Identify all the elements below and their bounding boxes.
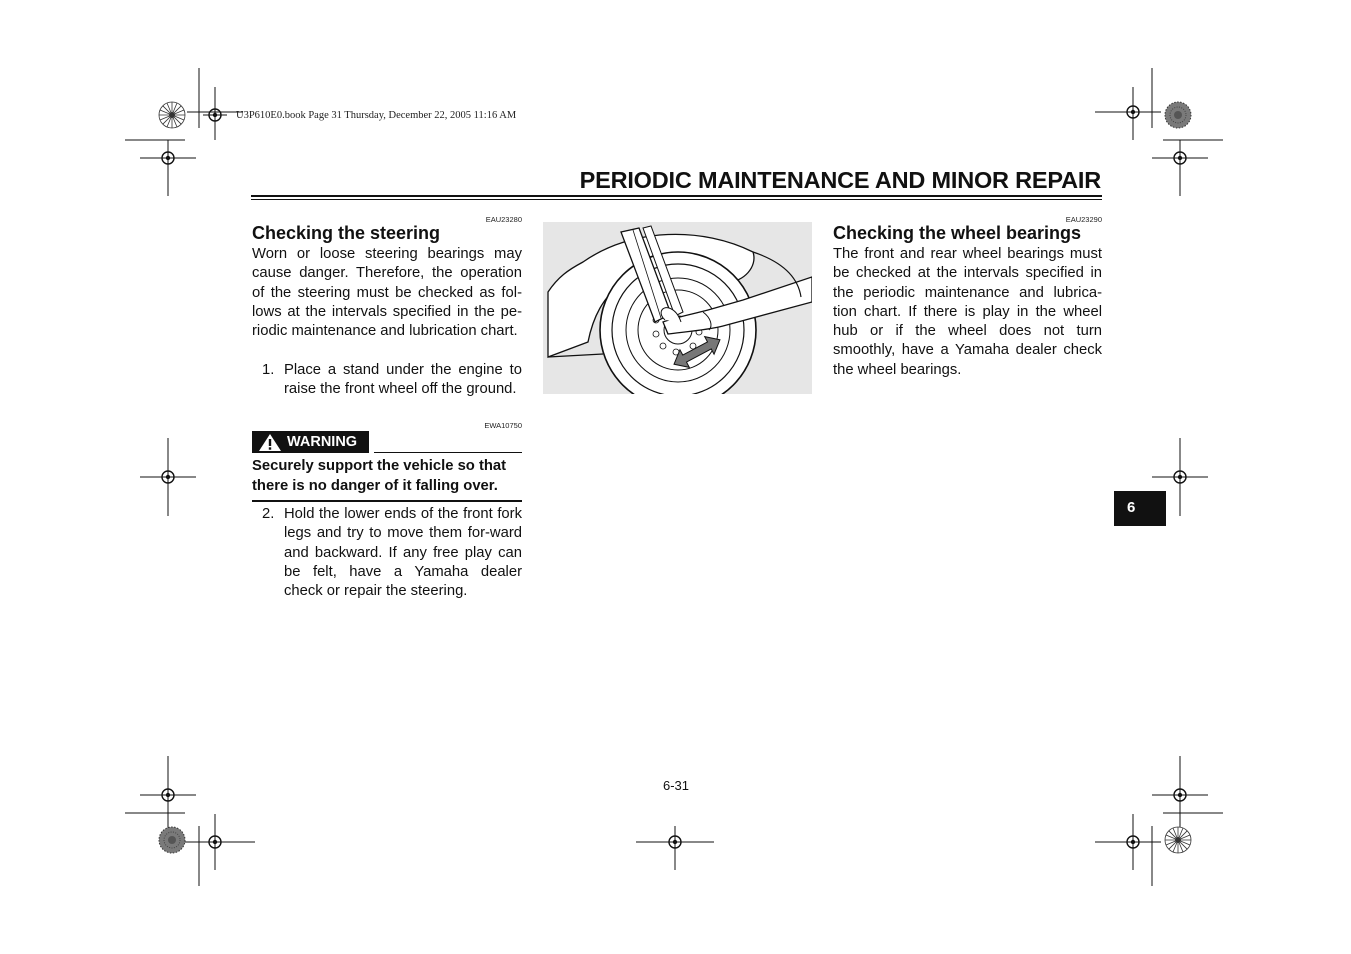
step-text: Hold the lower ends of the front fork legs and try to move them for-ward and backward. If any free play can be felt, have a Yamaha dealer check or repair the steering. [284,506,522,600]
bearings-text: The front and rear wheel bearings must be checked at the intervals specified in the periodic maintenance and lubrica-tion chart. If there is play in the wheel hub or if the wheel does not turn smoothly, have a Yamaha dealer check the wheel bearings. [833,246,1102,378]
steering-intro: Worn or loose steering bearings may cause danger. Therefore, the operation of the steering must be checked as fol-lows at the intervals specified in the pe-riodic maintenance and lubrication chart. [252,246,522,340]
chapter-number: 6 [1127,499,1136,516]
bearings-heading: Checking the wheel bearings [833,223,1082,243]
warning-triangle-icon [258,433,282,452]
steering-section-code: EAU23280 [485,215,522,224]
title-rule [251,195,1102,197]
steering-heading: Checking the steering [252,223,441,243]
warning-label: WARNING [287,434,358,450]
warning-label-box [252,431,369,453]
title-rule-thin [251,199,1102,200]
warning-end-rule [252,500,522,502]
steering-step-2 [252,505,522,605]
page-number: 6-31 [663,778,690,793]
steering-step-1 [252,361,522,421]
warning-text: Securely support the vehicle so that there is no danger of it falling over. [252,458,507,494]
page-title: PERIODIC MAINTENANCE AND MINOR REPAIR [579,167,1101,193]
step-text: Place a stand under the engine to raise the front wheel off the ground. [284,362,522,398]
chapter-tab [1114,491,1166,526]
steering-check-illustration [543,222,812,394]
step-number: 2. [262,506,275,522]
book-file-info: U3P610E0.book Page 31 Thursday, December 22, 2005 11:16 AM [236,110,517,121]
step-number: 1. [262,362,275,378]
warning-code: EWA10750 [484,421,522,430]
warning-rule [374,452,522,453]
bearings-section-code: EAU23290 [1065,215,1102,224]
fork-and-wheel-drawing [543,222,812,394]
